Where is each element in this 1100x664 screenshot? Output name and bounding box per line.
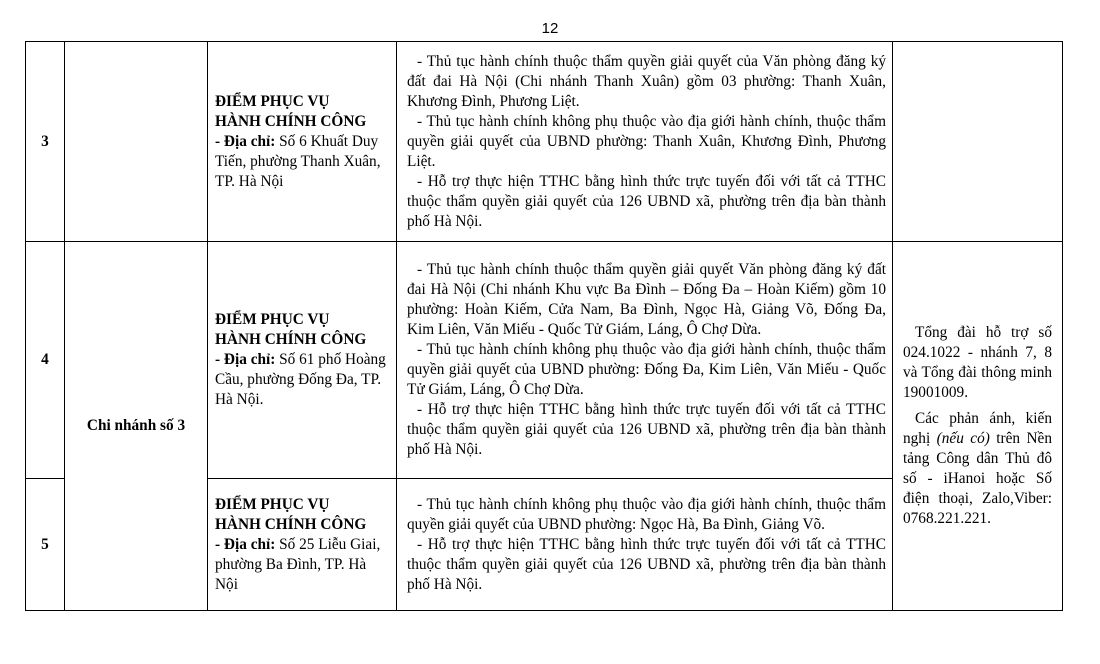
service-point-title-line-2: HÀNH CHÍNH CÔNG (215, 331, 367, 348)
service-point-title-line-2: HÀNH CHÍNH CÔNG (215, 112, 367, 130)
branch-cell-empty (65, 42, 208, 242)
procedure-item: - Thủ tục hành chính không phụ thuộc vào địa giới hành chính, thuộc thẩm quyền giải quyết của UBND phường: Thanh Xuân, Khương Đình, Phương Liệt. (407, 112, 886, 170)
procedure-item: - Thủ tục hành chính không phụ thuộc vào địa giới hành chính, thuộc thẩm quyền giải quyết của UBND phường: Ngọc Hà, Ba Đình, Giảng Võ. (407, 495, 886, 533)
row-number: 4 (26, 242, 65, 479)
hotline-text: Tổng đài hỗ trợ số 024.1022 - nhánh 7, 8 và Tổng đài thông minh 19001009. (903, 324, 1052, 401)
procedure-item: - Thủ tục hành chính thuộc thẩm quyền giải quyết Văn phòng đăng ký đất đai Hà Nội (Chi nhánh Khu vực Ba Đình – Đống Đa – Hoàn Kiếm) gồm 10 phường: Hoàn Kiếm, Cửa Nam, Ba Đình, Ngọc Hà, Giảng Võ, Đống Đa, Kim Liên, Văn Miếu - Quốc Tử Giám, Láng, Ô Chợ Dừa. (407, 261, 886, 338)
service-point-address (215, 132, 390, 192)
support-contact-cell (893, 242, 1063, 611)
address-label: - Địa chỉ: (215, 132, 276, 150)
procedure-item: - Thủ tục hành chính không phụ thuộc vào địa giới hành chính, thuộc thẩm quyền giải quyết của UBND phường: Đống Đa, Kim Liên, Văn Miếu - Quốc Tử Giám, Láng, Ô Chợ Dừa. (407, 341, 886, 398)
service-points-table (25, 41, 1063, 611)
service-point-title-line-1: ĐIỂM PHỤC VỤ (215, 495, 330, 513)
service-point-cell (208, 242, 397, 479)
procedures-cell (397, 479, 893, 611)
procedure-item: - Hỗ trợ thực hiện TTHC bằng hình thức trực tuyến đối với tất cả TTHC thuộc thẩm quyền giải quyết của 126 UBND xã, phường trên địa bàn thành phố Hà Nội. (407, 401, 886, 458)
branch-name: Chi nhánh số 3 (65, 242, 208, 611)
address-label: - Địa chỉ: (215, 535, 276, 553)
service-point-title-line-2: HÀNH CHÍNH CÔNG (215, 515, 367, 533)
table-row (26, 42, 1063, 242)
table-row (26, 242, 1063, 479)
procedure-item: - Hỗ trợ thực hiện TTHC bằng hình thức trực tuyến đối với tất cả TTHC thuộc thẩm quyền giải quyết của 126 UBND xã, phường trên địa bàn thành phố Hà Nội. (407, 535, 886, 593)
support-cell-empty (893, 42, 1063, 242)
service-point-address (215, 535, 390, 595)
procedure-item: - Thủ tục hành chính thuộc thẩm quyền giải quyết của Văn phòng đăng ký đất đai Hà Nội (Chi nhánh Thanh Xuân) gồm 03 phường: Thanh Xuân, Khương Đình, Phương Liệt. (407, 52, 886, 110)
address-value: Số 6 Khuất Duy Tiến, phường Thanh Xuân, TP. Hà Nội (215, 132, 381, 190)
service-point-title-line-1: ĐIỂM PHỤC VỤ (215, 311, 330, 328)
service-point-title-line-1: ĐIỂM PHỤC VỤ (215, 92, 330, 110)
address-value: Số 25 Liễu Giai, phường Ba Đình, TP. Hà Nội (215, 535, 381, 593)
feedback-text: Các phản ánh, kiến nghị (nếu có) trên Nền tảng Công dân Thủ đô số - iHanoi hoặc Số điện thoại, Zalo,Viber: 0768.221.221. (903, 410, 1052, 527)
procedure-item: - Hỗ trợ thực hiện TTHC bằng hình thức trực tuyến đối với tất cả TTHC thuộc thẩm quyền giải quyết của 126 UBND xã, phường trên địa bàn thành phố Hà Nội. (407, 172, 886, 230)
page-number: 12 (541, 20, 559, 37)
address-label: - Địa chỉ: (215, 351, 276, 368)
row-number: 3 (26, 42, 65, 242)
address-value: Số 61 phố Hoàng Cầu, phường Đống Đa, TP. Hà Nội. (215, 351, 386, 408)
service-point-address (215, 350, 390, 410)
procedures-cell (397, 242, 893, 479)
procedures-cell (397, 42, 893, 242)
service-point-cell (208, 479, 397, 611)
row-number: 5 (26, 479, 65, 611)
service-point-cell (208, 42, 397, 242)
